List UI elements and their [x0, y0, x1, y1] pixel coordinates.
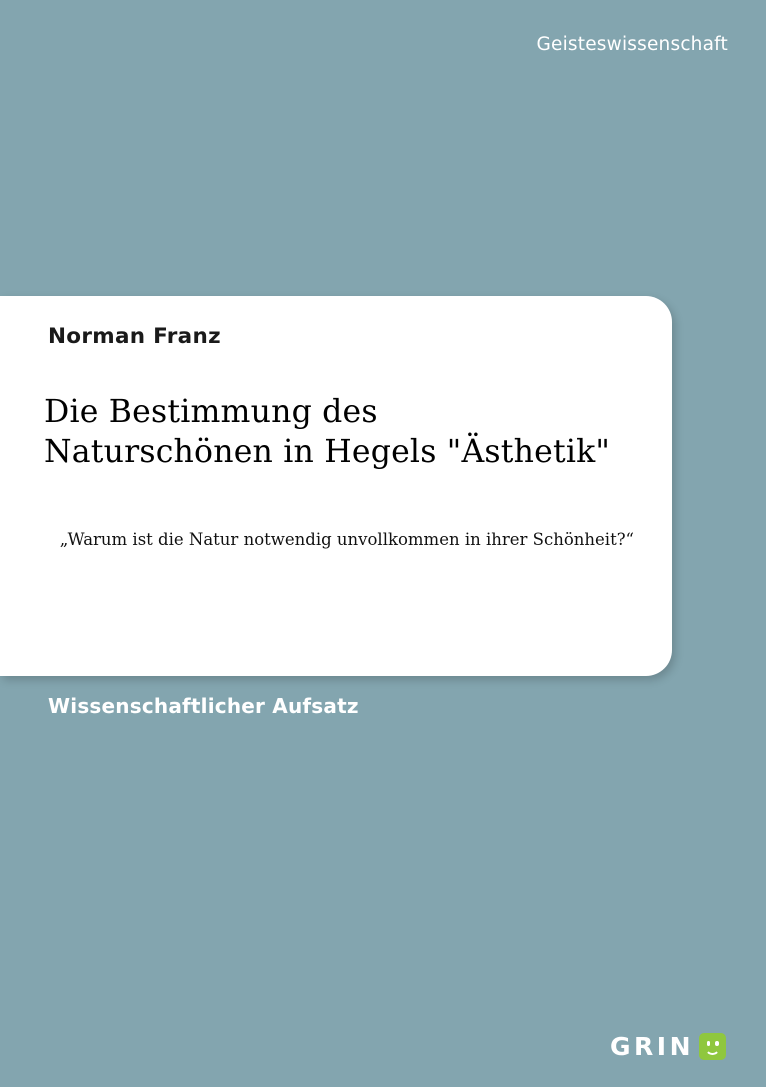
page-title: Die Bestimmung des Naturschönen in Hegels "Ästhetik"	[44, 394, 611, 471]
publisher-logo	[610, 1032, 726, 1061]
document-type-label: Wissenschaftlicher Aufsatz	[48, 694, 359, 718]
title-card	[0, 296, 672, 676]
smiley-icon	[699, 1033, 726, 1060]
publisher-name: GRIN	[610, 1032, 694, 1061]
subtitle: „Warum ist die Natur notwendig unvollkommen in ihrer Schönheit?“	[59, 530, 634, 549]
category-label: Geisteswissenschaft	[536, 34, 728, 55]
author-name: Norman Franz	[48, 324, 221, 349]
